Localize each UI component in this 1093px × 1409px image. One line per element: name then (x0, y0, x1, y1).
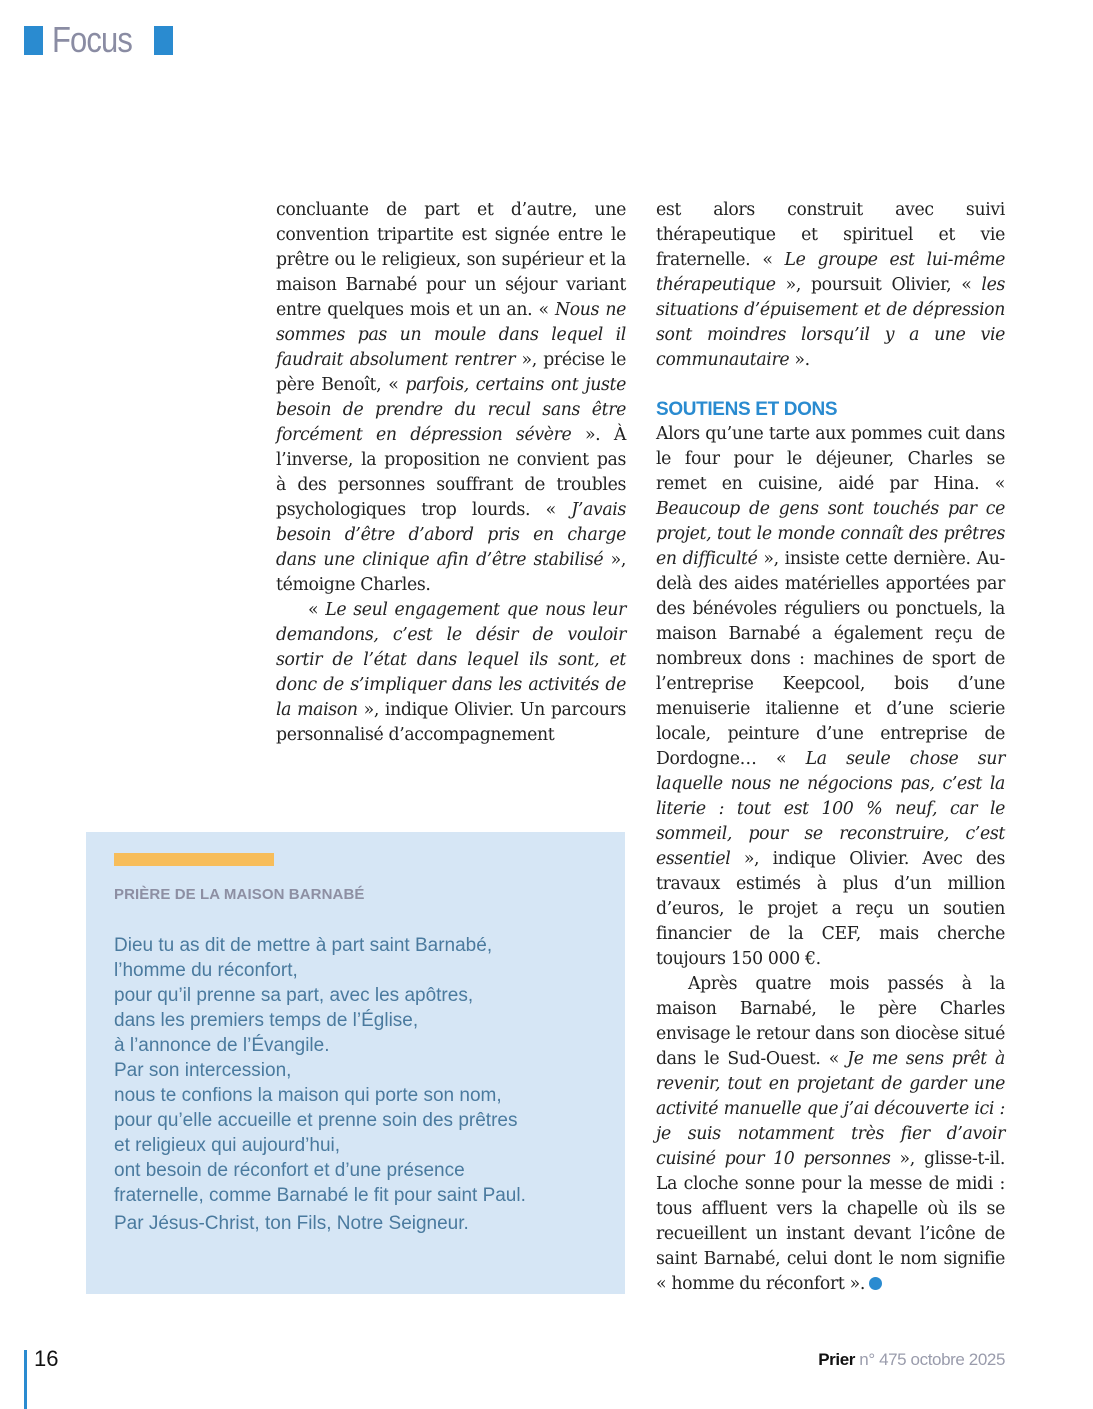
quote: les situations d’épuisement et de dépression sont moindres lorsqu’il y a une vie communautaire (656, 275, 1005, 370)
prayer-line: fraternelle, comme Barnabé le fit pour saint Paul. (114, 1185, 526, 1206)
text: », indique Olivier. Avec des travaux estimés à plus d’un million d’euros, le projet a reçu un soutien financier de la CEF, mais cherche toujours 150 000 €. (656, 849, 1005, 969)
text: », glisse-t-il. La cloche sonne pour la messe de midi : tous affluent vers la chapelle où ils se recueillent un instant devant l’icône de saint Barnabé, celui dont le nom signifie « homme du réconfort ». (656, 1149, 1005, 1294)
prayer-accent-bar (114, 853, 274, 866)
paragraph (276, 198, 626, 598)
quote: J’avais besoin d’être d’abord pris en charge dans une clinique afin d’être stabilisé (276, 500, 626, 570)
text: est alors construit avec suivi thérapeutique et spirituel et vie fraternelle. « (656, 200, 1005, 270)
section-header (24, 19, 173, 60)
text: », indique Olivier. Un parcours personnalisé d’accompagnement (276, 700, 626, 745)
footer-rule (24, 1350, 27, 1409)
text: « (308, 600, 326, 620)
paragraph (656, 422, 1005, 972)
prayer-line: à l’annonce de l’Évangile. (114, 1035, 330, 1056)
section-heading: SOUTIENS ET DONS (656, 399, 838, 420)
issue-info: n° 475 octobre 2025 (854, 1350, 1005, 1369)
prayer-line: pour qu’elle accueille et prenne soin des prêtres (114, 1110, 518, 1131)
text: Alors qu’une tarte aux pommes cuit dans le four pour le déjeuner, Charles se remet en cuisine, aidé par Hina. « (656, 424, 1005, 494)
text: », insiste cette dernière. Au-delà des aides matérielles apportées par des bénévoles réguliers ou ponctuels, la maison Barnabé a également reçu de nombreux dons : machines de sport de l’entreprise Keepcool, bois d’une menuiserie italienne et d’une scierie locale, peinture d’une entreprise de Dordogne… « (656, 549, 1005, 769)
quote: Je me sens prêt à revenir, tout en projetant de garder une activité manuelle que j’ai découverte ici : je suis notamment très fier d’avoir cuisiné pour 10 personnes (656, 1049, 1006, 1169)
prayer-line: pour qu’il prenne sa part, avec les apôtres, (114, 985, 474, 1006)
prayer-line: dans les premiers temps de l’Église, (114, 1010, 419, 1031)
page-number: 16 (34, 1346, 59, 1371)
footer-issue (818, 1350, 1005, 1370)
quote: parfois, certains ont juste besoin de prendre du recul sans être forcément en dépression sévère (276, 375, 626, 445)
article-column-2 (656, 198, 1005, 1297)
prayer-line: l’homme du réconfort, (114, 960, 298, 981)
quote: Le groupe est lui-même thérapeutique (656, 250, 1005, 295)
paragraph (276, 598, 626, 748)
prayer-line: Dieu tu as dit de mettre à part saint Barnabé, (114, 935, 493, 956)
text: Après quatre mois passés à la maison Barnabé, le père Charles envisage le retour dans son diocèse situé dans le Sud-Ouest. « (656, 974, 1005, 1069)
text: ». (789, 350, 810, 370)
text: concluante de part et d’autre, une convention tripartite est signée entre le prêtre ou le religieux, son supérieur et la maison Barnabé pour un séjour variant entre quelques mois et un an. « (276, 200, 626, 320)
prayer-line: ont besoin de réconfort et d’une présence (114, 1160, 465, 1181)
header-square-left (24, 26, 43, 55)
prayer-line: Par Jésus-Christ, ton Fils, Notre Seigneur. (114, 1213, 469, 1234)
quote: La seule chose sur laquelle nous ne négocions pas, c’est la literie : tout est 100 % neuf, car le sommeil, pour se reconstruire, c’est essentiel (656, 749, 1005, 869)
article-column-1 (276, 198, 626, 748)
magazine-name: Prier (818, 1350, 855, 1369)
header-square-right (154, 26, 173, 55)
text: », témoigne Charles. (276, 550, 626, 595)
paragraph (656, 198, 1005, 373)
text: », précise le père Benoît, « (276, 350, 626, 395)
quote: Beaucoup de gens sont touchés par ce projet, tout le monde connaît des prêtres en difficulté (656, 499, 1005, 569)
quote: Le seul engagement que nous leur demandons, c’est le désir de vouloir sortir de l’état dans lequel ils sont, et donc de s’impliquer dans les activités de la maison (276, 600, 626, 720)
end-of-article-icon (869, 1277, 882, 1290)
prayer-text (114, 933, 614, 1236)
prayer-box (86, 832, 625, 1294)
prayer-line: et religieux qui aujourd’hui, (114, 1135, 341, 1156)
paragraph (656, 972, 1005, 1297)
prayer-title: PRIÈRE DE LA MAISON BARNABÉ (114, 886, 365, 903)
text: ». À l’inverse, la proposition ne convient pas à des personnes souffrant de troubles psychologiques trop lourds. « (276, 425, 626, 520)
section-label: Focus (52, 19, 133, 60)
quote: Nous ne sommes pas un moule dans lequel il faudrait absolument rentrer (276, 300, 626, 370)
prayer-line: nous te confions la maison qui porte son nom, (114, 1085, 502, 1106)
prayer-line: Par son intercession, (114, 1060, 292, 1081)
text: », poursuit Olivier, « (775, 275, 982, 295)
